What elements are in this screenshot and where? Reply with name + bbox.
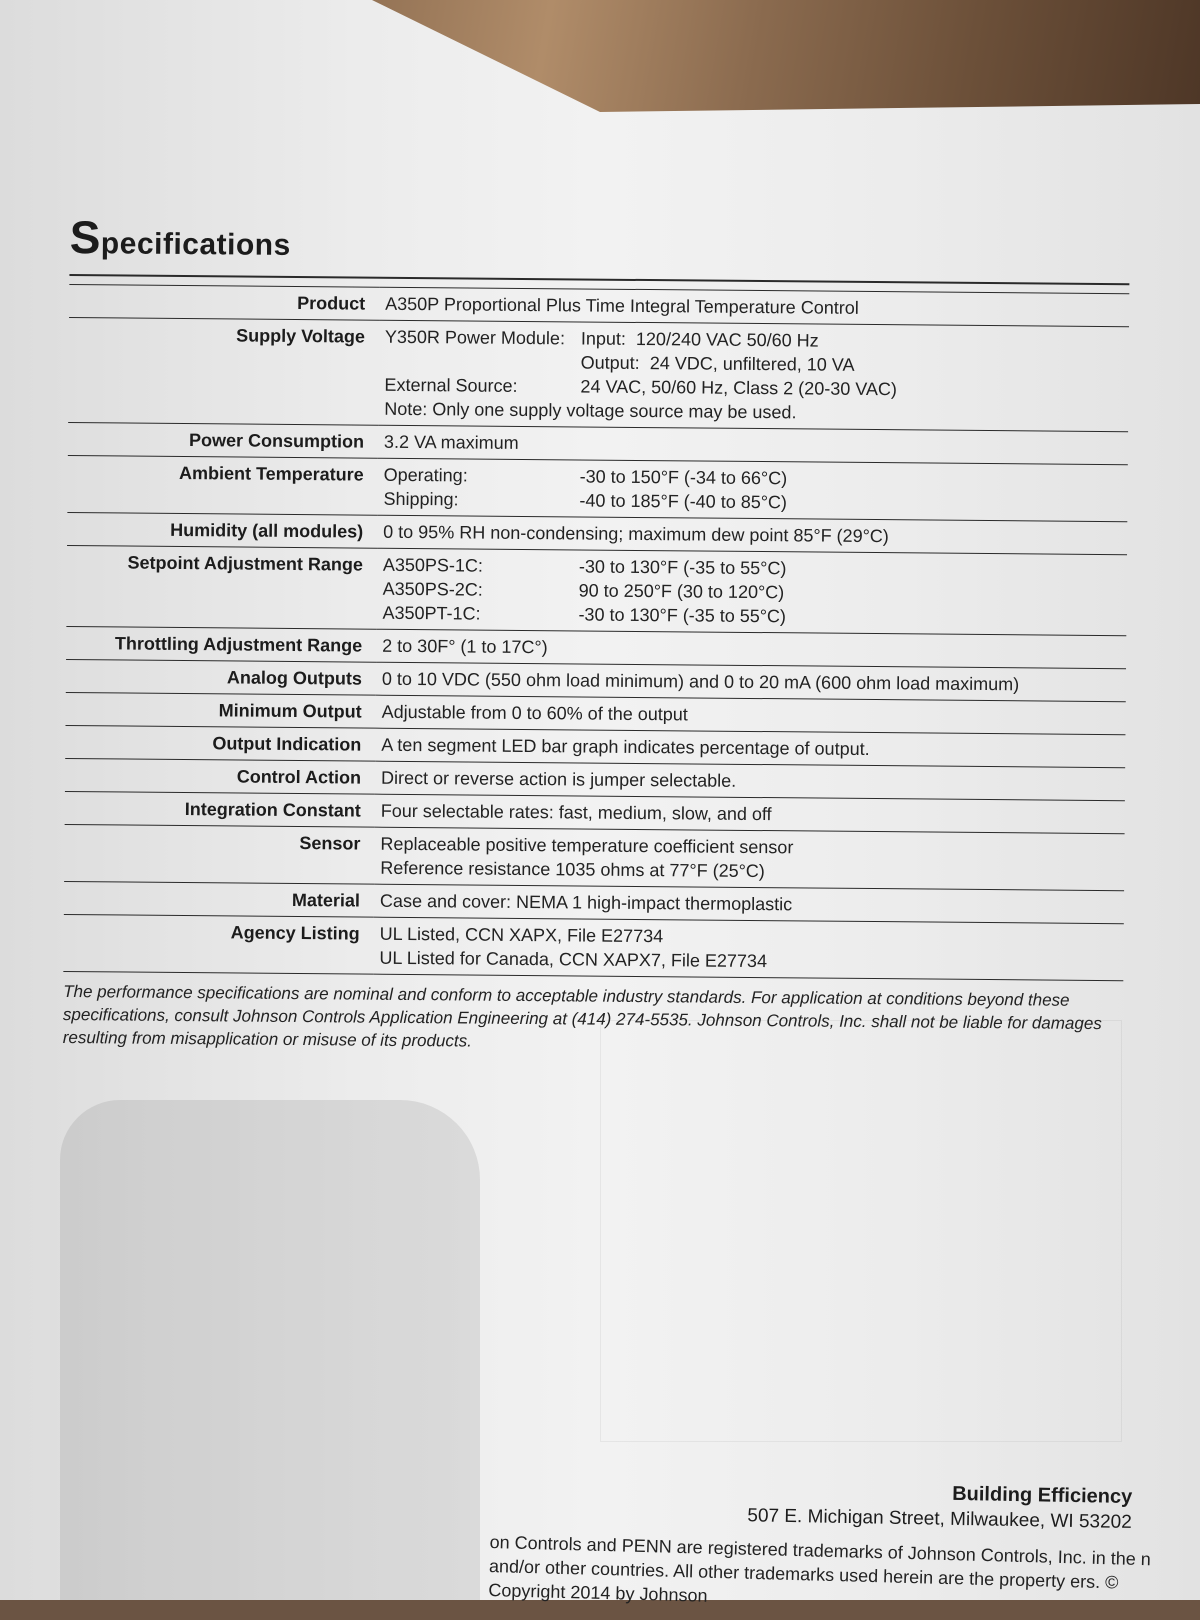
spec-label: Ambient Temperature [178, 462, 364, 485]
spec-label: Power Consumption [188, 430, 365, 452]
company-footer [747, 1477, 1132, 1536]
spec-value: 0 to 10 VDC (550 ohm load minimum) and 0 to 20 mA (600 ohm load maximum) [381, 668, 1020, 695]
spec-label: Sensor [299, 833, 361, 854]
spec-label: Throttling Adjustment Range [114, 633, 363, 656]
spec-row [63, 914, 1123, 980]
spec-value: 2 to 30F° (1 to 17C°) [382, 635, 548, 658]
spec-value: Y350R Power Module: [384, 326, 566, 349]
spec-value: Direct or reverse action is jumper selectable. [380, 767, 737, 791]
spec-row: Ambient Temperature Operating: -30 to 150°F (-34 to 66°C) Shipping: -40 to 185°F (-40 to 85°C) [67, 455, 1127, 521]
spec-value: A ten segment LED bar graph indicates percentage of output. [381, 734, 870, 759]
spec-value: Replaceable positive temperature coefficient sensor [380, 833, 794, 858]
spec-row: Supply Voltage Y350R Power Module: Input: 120/240 VAC 50/60 Hz Output: 24 VDC, unfiltered, 10 VA External Source: 24 VAC, 50/60 Hz, Class 2 (20-30 VAC) Note: Only one supply voltage source may be used. [68, 317, 1129, 431]
spec-value: Case and cover: NEMA 1 high-impact thermoplastic [379, 890, 793, 915]
spec-table [63, 284, 1129, 981]
spec-label: Agency Listing [230, 922, 360, 944]
trademark-notice: on Controls and PENN are registered trademarks of Johnson Controls, Inc. in the n and/or other countries. All other trademarks used herein are the property ers. © Copyright 2014 by Johnson [488, 1531, 1152, 1606]
spec-value: UL Listed, CCN XAPX, File E27734 [379, 923, 664, 947]
bleed-through-table [600, 1020, 1122, 1442]
specifications-sheet [63, 210, 1130, 1058]
spec-label: Integration Constant [184, 799, 361, 821]
spec-value: 3.2 VA maximum [383, 431, 519, 453]
supply-note: Note: Only one supply voltage source may be used. [384, 398, 797, 423]
division-name: Building Efficiency [951, 1482, 1132, 1508]
spec-label: Minimum Output [218, 700, 362, 722]
spec-value: Four selectable rates: fast, medium, slow, and off [380, 800, 772, 825]
spec-label: Humidity (all modules) [170, 519, 364, 542]
spec-label: Control Action [236, 766, 362, 788]
spec-value: Reference resistance 1035 ohms at 77°F (25°C) [380, 857, 765, 882]
spec-row [64, 824, 1124, 890]
spec-value: Adjustable from 0 to 60% of the output [381, 701, 688, 725]
performance-footnote: The performance specifications are nominal and conform to acceptable industry standards. For application at conditions beyond these specifications, consult Johnson Controls Application Engineering at (414) 274-5535. Johnson Controls, Inc. shall not be liable for damages resulting from misapplication or misuse of its products. [62, 981, 1102, 1051]
spec-value: A350P Proportional Plus Time Integral Temperature Control [385, 293, 859, 318]
spec-value: 0 to 95% RH non-condensing; maximum dew point 85°F (29°C) [383, 521, 889, 547]
spec-label: Supply Voltage [236, 325, 365, 347]
spec-label: Setpoint Adjustment Range [127, 552, 364, 575]
company-address: 507 E. Michigan Street, Milwaukee, WI 53202 [746, 1505, 1132, 1533]
spec-row: Setpoint Adjustment Range A350PS-1C: -30 to 130°F (-35 to 55°C) A350PS-2C: 90 to 250°F (30 to 120°C) A350PT-1C: -30 to 130°F (-35 to 55°C) [66, 545, 1127, 635]
spec-label: Product [297, 292, 366, 314]
page-title: Specifications [69, 210, 1130, 285]
spec-label: Output Indication [212, 733, 362, 755]
spec-label: Analog Outputs [226, 667, 363, 689]
spec-value: UL Listed for Canada, CCN XAPX7, File E27734 [379, 947, 768, 972]
spec-label: Material [291, 889, 361, 911]
hand-shadow [60, 1100, 480, 1600]
